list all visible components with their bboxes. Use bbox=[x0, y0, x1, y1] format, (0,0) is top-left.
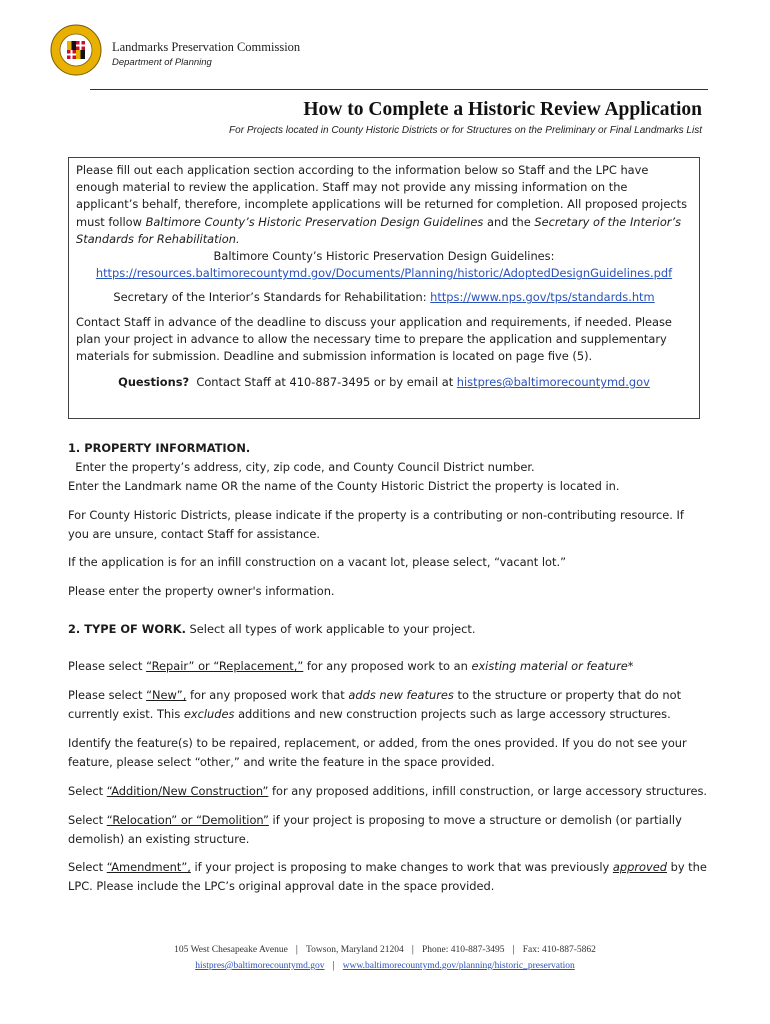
page-title: How to Complete a Historic Review Application bbox=[303, 99, 702, 120]
section-2-title: 2. TYPE OF WORK. bbox=[68, 622, 186, 636]
footer-contact-line bbox=[0, 943, 770, 955]
section-1-landmark-paragraph: Enter the Landmark name OR the name of the County Historic District the property is located in. bbox=[68, 479, 620, 493]
relocation-paragraph: Select “Relocation” or “Demolition” if your project is proposing to move a structure or demolish (or partially demolish) an existing structure. bbox=[68, 813, 682, 846]
section-1-heading bbox=[68, 439, 708, 477]
baltimore-county-seal-logo bbox=[50, 24, 102, 76]
guidelines-link[interactable]: https://resources.baltimorecountymd.gov/Documents/Planning/historic/AdoptedDesignGuidelines.pdf bbox=[95, 266, 673, 281]
section-1-owner-paragraph: Please enter the property owner's information. bbox=[68, 584, 335, 598]
footer-links-line bbox=[0, 959, 770, 971]
addition-option: “Addition/New Construction” bbox=[106, 784, 269, 798]
footer-separator: | bbox=[411, 943, 414, 955]
footer-phone: Phone: 410-887-3495 bbox=[421, 945, 505, 955]
section-1-district-paragraph: For County Historic Districts, please indicate if the property is a contributing or non-contributing resource. If you are unsure, contact Staff for assistance. bbox=[68, 508, 684, 541]
page-subtitle: For Projects located in County Historic Districts or for Structures on the Preliminary or Final Landmarks List bbox=[229, 125, 702, 136]
secretary-line bbox=[76, 289, 692, 306]
new-paragraph: Please select “New”, for any proposed work that adds new features to the structure or property that do not currently exist. This excludes additions and new construction projects such as large accessory structures. bbox=[68, 688, 682, 721]
questions-label: Questions? bbox=[118, 375, 190, 390]
new-option: “New”, bbox=[146, 688, 187, 702]
intro-text: Please fill out each application section according to the information below so Staff and the LPC have enough material to review the application. Staff may not provide any missing information on the applicant’s behalf, therefore, incomplete applications will be returned for completion. All proposed projects must follow bbox=[76, 163, 688, 229]
addition-paragraph: Select “Addition/New Construction” for any proposed additions, infill construction, or large accessory structures. bbox=[68, 784, 708, 798]
guidelines-title: Baltimore County’s Historic Preservation Design Guidelines bbox=[145, 214, 484, 229]
intro-paragraph bbox=[76, 162, 692, 248]
questions-line bbox=[76, 374, 692, 391]
section-1-intro: Enter the property’s address, city, zip code, and County Council District number. bbox=[68, 460, 535, 474]
footer-separator: | bbox=[295, 943, 298, 955]
relocation-option: “Relocation” or “Demolition” bbox=[106, 813, 269, 827]
questions-text: Contact Staff at 410-887-3495 or by email at bbox=[189, 375, 457, 390]
section-1-vacant-lot-paragraph: If the application is for an infill construction on a vacant lot, please select, “vacant lot.” bbox=[68, 555, 566, 569]
contact-paragraph: Contact Staff in advance of the deadline to discuss your application and requirements, if needed. Please plan your project in advance to allow the necessary time to prepare the application and supplementary materials for submission. Deadline and submission information is located on page five (5). bbox=[76, 314, 672, 364]
section-2-intro: Select all types of work applicable to your project. bbox=[185, 622, 476, 636]
repair-paragraph: Please select “Repair” or “Replacement,” for any proposed work to an existing material or feature* bbox=[68, 659, 634, 673]
section-2-heading bbox=[68, 620, 708, 639]
header-divider bbox=[90, 89, 708, 90]
instructions-box bbox=[68, 157, 700, 419]
section-1-title: 1. PROPERTY INFORMATION. bbox=[68, 441, 251, 455]
amendment-option: “Amendment”, bbox=[106, 860, 191, 874]
department-name: Department of Planning bbox=[112, 57, 212, 68]
footer-separator: | bbox=[332, 959, 335, 971]
secretary-link[interactable]: https://www.nps.gov/tps/standards.htm bbox=[430, 290, 655, 305]
footer-city: Towson, Maryland 21204 bbox=[306, 945, 404, 955]
repair-option: “Repair” or “Replacement,” bbox=[146, 659, 304, 673]
secretary-title: Secretary of the Interior’s Standards for Rehabilitation. bbox=[76, 214, 682, 246]
footer-address: 105 West Chesapeake Avenue bbox=[174, 945, 288, 955]
questions-email-link[interactable]: histpres@baltimorecountymd.gov bbox=[456, 375, 650, 390]
org-name: Landmarks Preservation Commission bbox=[112, 40, 301, 54]
footer-separator: | bbox=[512, 943, 515, 955]
amendment-paragraph: Select “Amendment”, if your project is proposing to make changes to work that was previously approved by the LPC. Please include the LPC’s original approval date in the space provided. bbox=[68, 860, 707, 893]
identify-paragraph: Identify the feature(s) to be repaired, replacement, or added, from the ones provided. If you do not see your feature, please select “other,” and write the feature in the space provided. bbox=[68, 736, 687, 769]
footer-email-link[interactable]: histpres@baltimorecountymd.gov bbox=[195, 961, 325, 971]
intro-and: and the bbox=[483, 214, 535, 229]
guidelines-label: Baltimore County’s Historic Preservation Design Guidelines: bbox=[213, 249, 555, 264]
footer-website-link[interactable]: www.baltimorecountymd.gov/planning/historic_preservation bbox=[342, 961, 575, 971]
secretary-label: Secretary of the Interior’s Standards for Rehabilitation: bbox=[113, 290, 431, 305]
footer-fax: Fax: 410-887-5862 bbox=[522, 945, 596, 955]
